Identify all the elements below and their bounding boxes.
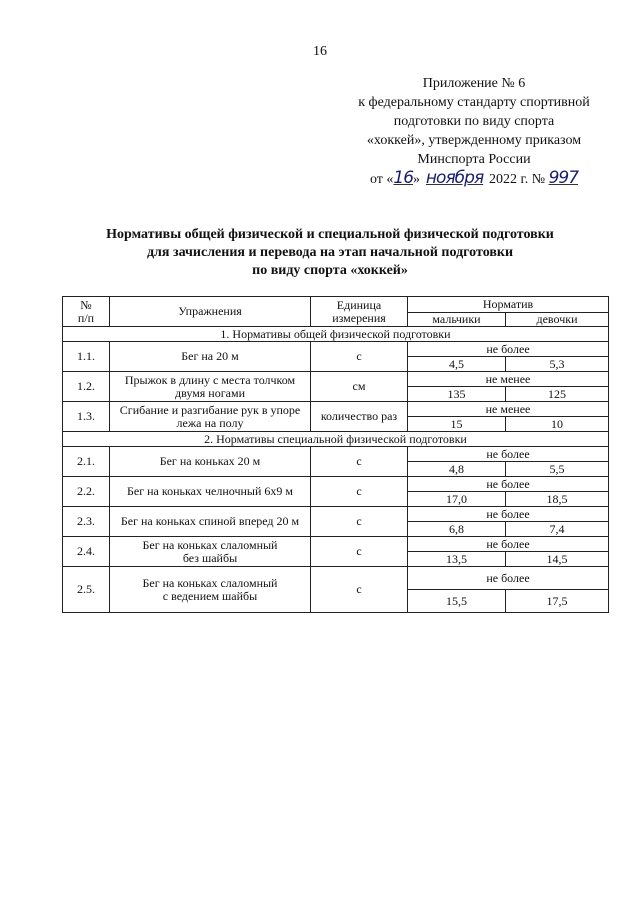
row-condition: не более <box>408 507 609 522</box>
appendix-line-3: подготовки по виду спорта <box>393 114 555 129</box>
row-condition: не более <box>408 567 609 590</box>
section-title-1: 1. Нормативы общей физической подготовки <box>63 327 609 342</box>
row-girls-value: 18,5 <box>506 492 609 507</box>
row-girls-value: 17,5 <box>506 590 609 613</box>
row-condition: не более <box>408 447 609 462</box>
row-exercise <box>110 507 311 537</box>
title-line-1: Нормативы общей физической и специальной физической подготовки <box>106 227 554 242</box>
handwritten-day: 16 <box>393 168 414 188</box>
row-condition: не менее <box>408 402 609 417</box>
row-exercise <box>110 567 311 613</box>
handwritten-number: 997 <box>548 168 579 188</box>
row-girls-value: 14,5 <box>506 552 609 567</box>
row-condition: не более <box>408 477 609 492</box>
row-num: 2.1. <box>63 447 110 477</box>
year-part: 2022 г. № <box>489 172 546 187</box>
document-title <box>60 226 600 280</box>
header-num <box>63 297 110 327</box>
appendix-date-line <box>340 169 608 189</box>
row-condition: не менее <box>408 372 609 387</box>
handwritten-month: ноября <box>425 168 484 188</box>
appendix-line-5: Минспорта России <box>417 152 531 167</box>
appendix-line-4: «хоккей», утвержденному приказом <box>366 133 582 148</box>
appendix-block <box>340 74 608 189</box>
row-exercise <box>110 342 311 372</box>
section-row-1 <box>63 327 609 342</box>
exercise-text-line2: без шайбы <box>182 550 238 565</box>
row-boys-value: 4,8 <box>408 462 506 477</box>
appendix-line-1: Приложение № 6 <box>422 76 526 91</box>
exercise-text: Бег на коньках 20 м <box>159 454 261 468</box>
row-unit: количество раз <box>311 402 408 432</box>
appendix-line-2: к федеральному стандарту спортивной <box>358 95 590 110</box>
row-unit: см <box>311 372 408 402</box>
row-unit: с <box>311 507 408 537</box>
exercise-text-line1: Бег на коньках слаломный <box>142 537 278 552</box>
table-row <box>63 507 609 522</box>
header-unit-line2: измерения <box>332 310 386 325</box>
section-row-2 <box>63 432 609 447</box>
quote-close: » <box>413 172 421 187</box>
exercise-text: Бег на коньках спиной вперед 20 м <box>120 514 300 528</box>
exercise-text-line1: Сгибание и разгибание рук в упоре <box>119 402 301 417</box>
header-boys: мальчики <box>408 313 506 327</box>
header-unit-line1: Единица <box>336 297 382 312</box>
row-boys-value: 4,5 <box>408 357 506 372</box>
row-num: 2.3. <box>63 507 110 537</box>
page-number: 16 <box>313 44 327 59</box>
title-line-2: для зачисления и перевода на этап начальной подготовки <box>146 245 514 260</box>
header-girls: девочки <box>506 313 609 327</box>
table-row <box>63 342 609 357</box>
table-row <box>63 372 609 387</box>
title-line-3: по виду спорта «хоккей» <box>252 263 408 278</box>
exercise-text-line2: двумя ногами <box>174 385 245 400</box>
row-num: 2.4. <box>63 537 110 567</box>
exercise-text-line2: с ведением шайбы <box>162 588 258 603</box>
table-row <box>63 447 609 462</box>
row-condition: не более <box>408 342 609 357</box>
date-prefix: от « <box>369 172 394 187</box>
header-unit <box>311 297 408 327</box>
row-exercise <box>110 477 311 507</box>
row-num: 1.2. <box>63 372 110 402</box>
table-row <box>63 477 609 492</box>
row-girls-value: 125 <box>506 387 609 402</box>
exercise-text: Бег на коньках челночный 6х9 м <box>127 484 293 498</box>
row-girls-value: 5,5 <box>506 462 609 477</box>
header-num-line1: № <box>80 297 92 312</box>
row-exercise <box>110 402 311 432</box>
row-boys-value: 135 <box>408 387 506 402</box>
row-unit: с <box>311 447 408 477</box>
standards-table <box>62 296 609 613</box>
header-norm: Норматив <box>408 297 609 313</box>
row-exercise <box>110 447 311 477</box>
exercise-text: Бег на 20 м <box>181 349 239 363</box>
header-num-line2: п/п <box>77 310 95 325</box>
table-row <box>63 567 609 590</box>
row-num: 2.2. <box>63 477 110 507</box>
row-condition: не более <box>408 537 609 552</box>
table-row <box>63 537 609 552</box>
row-boys-value: 15,5 <box>408 590 506 613</box>
row-exercise <box>110 372 311 402</box>
table-row <box>63 402 609 417</box>
exercise-text-line1: Прыжок в длину с места толчком <box>124 372 296 387</box>
row-unit: с <box>311 567 408 613</box>
row-num: 2.5. <box>63 567 110 613</box>
section-title-2: 2. Нормативы специальной физической подготовки <box>63 432 609 447</box>
header-exercise: Упражнения <box>110 297 311 327</box>
row-boys-value: 15 <box>408 417 506 432</box>
row-boys-value: 17,0 <box>408 492 506 507</box>
row-boys-value: 6,8 <box>408 522 506 537</box>
row-num: 1.3. <box>63 402 110 432</box>
row-girls-value: 10 <box>506 417 609 432</box>
row-num: 1.1. <box>63 342 110 372</box>
exercise-text-line1: Бег на коньках слаломный <box>142 575 278 590</box>
row-unit: с <box>311 342 408 372</box>
exercise-text-line2: лежа на полу <box>176 415 244 430</box>
table-header-row <box>63 297 609 313</box>
row-girls-value: 5,3 <box>506 357 609 372</box>
row-girls-value: 7,4 <box>506 522 609 537</box>
row-unit: с <box>311 477 408 507</box>
row-unit: с <box>311 537 408 567</box>
row-exercise <box>110 537 311 567</box>
row-boys-value: 13,5 <box>408 552 506 567</box>
